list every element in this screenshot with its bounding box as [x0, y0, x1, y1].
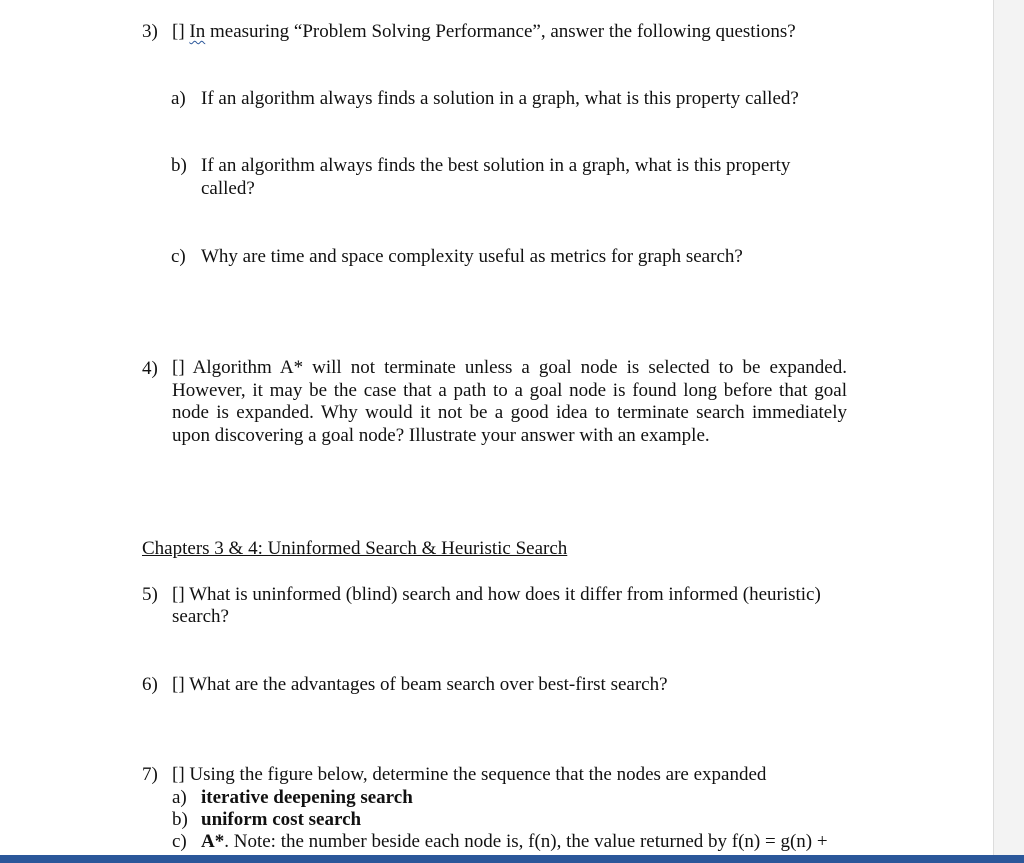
text-line: . Note: the number beside each node is, f(n), the value returned by f(n) = g(n) + — [224, 831, 828, 852]
checkbox-marker: [] — [172, 21, 185, 42]
question-4-line-1 — [172, 357, 847, 380]
question-text — [172, 673, 668, 696]
checkbox-marker: [] — [172, 357, 185, 378]
scrollbar-gutter[interactable] — [993, 0, 1024, 855]
sub-text — [201, 830, 828, 853]
question-text — [172, 20, 796, 43]
question-number: 6) — [142, 674, 158, 695]
sub-text: Why are time and space complexity useful as metrics for graph search? — [201, 246, 743, 267]
sub-label: c) — [172, 831, 187, 852]
text-line: Using the figure below, determine the sequence that the nodes are expanded — [189, 764, 767, 785]
sub-label: b) — [171, 155, 187, 176]
text-line: What is uninformed (blind) search and how does it differ from informed (heuristic) — [189, 584, 821, 605]
sub-text: uniform cost search — [201, 809, 362, 830]
checkbox-marker: [] — [172, 764, 185, 785]
text-line: upon discovering a goal node? Illustrate your answer with an example. — [172, 424, 710, 446]
sub-text: iterative deepening search — [201, 787, 413, 808]
question-number: 7) — [142, 764, 158, 785]
bold-term: A* — [201, 831, 225, 852]
sub-text: If an algorithm always finds a solution in a graph, what is this property called? — [201, 88, 799, 109]
checkbox-marker: [] — [172, 674, 185, 695]
text-line: Algorithm A* will not terminate unless a goal node is selected to be expanded. — [192, 357, 847, 378]
question-text — [172, 763, 766, 786]
question-number: 5) — [142, 584, 158, 605]
sub-label: c) — [171, 246, 186, 267]
text-line: node is expanded. Why would it not be a good idea to terminate search immediately — [172, 402, 847, 423]
text-line: However, it may be the case that a path to a goal node is found long before that goal — [172, 379, 847, 401]
sub-label: a) — [172, 787, 187, 808]
sub-text: called? — [201, 178, 255, 199]
sub-label: a) — [171, 88, 186, 109]
sub-text: If an algorithm always finds the best solution in a graph, what is this property — [201, 155, 791, 176]
question-number: 3) — [142, 21, 158, 42]
text-line: What are the advantages of beam search over best-first search? — [189, 674, 668, 695]
status-bar — [0, 855, 1024, 863]
sub-label: b) — [172, 809, 188, 830]
question-stem: measuring “Problem Solving Performance”, answer the following questions? — [205, 21, 796, 42]
question-4-text — [172, 357, 847, 447]
lead-word: In — [189, 21, 206, 42]
question-text — [172, 583, 821, 606]
section-heading: Chapters 3 & 4: Uninformed Search & Heuristic Search — [142, 538, 568, 559]
text-line: search? — [172, 606, 229, 627]
checkbox-marker: [] — [172, 584, 185, 605]
question-number: 4) — [142, 358, 158, 379]
